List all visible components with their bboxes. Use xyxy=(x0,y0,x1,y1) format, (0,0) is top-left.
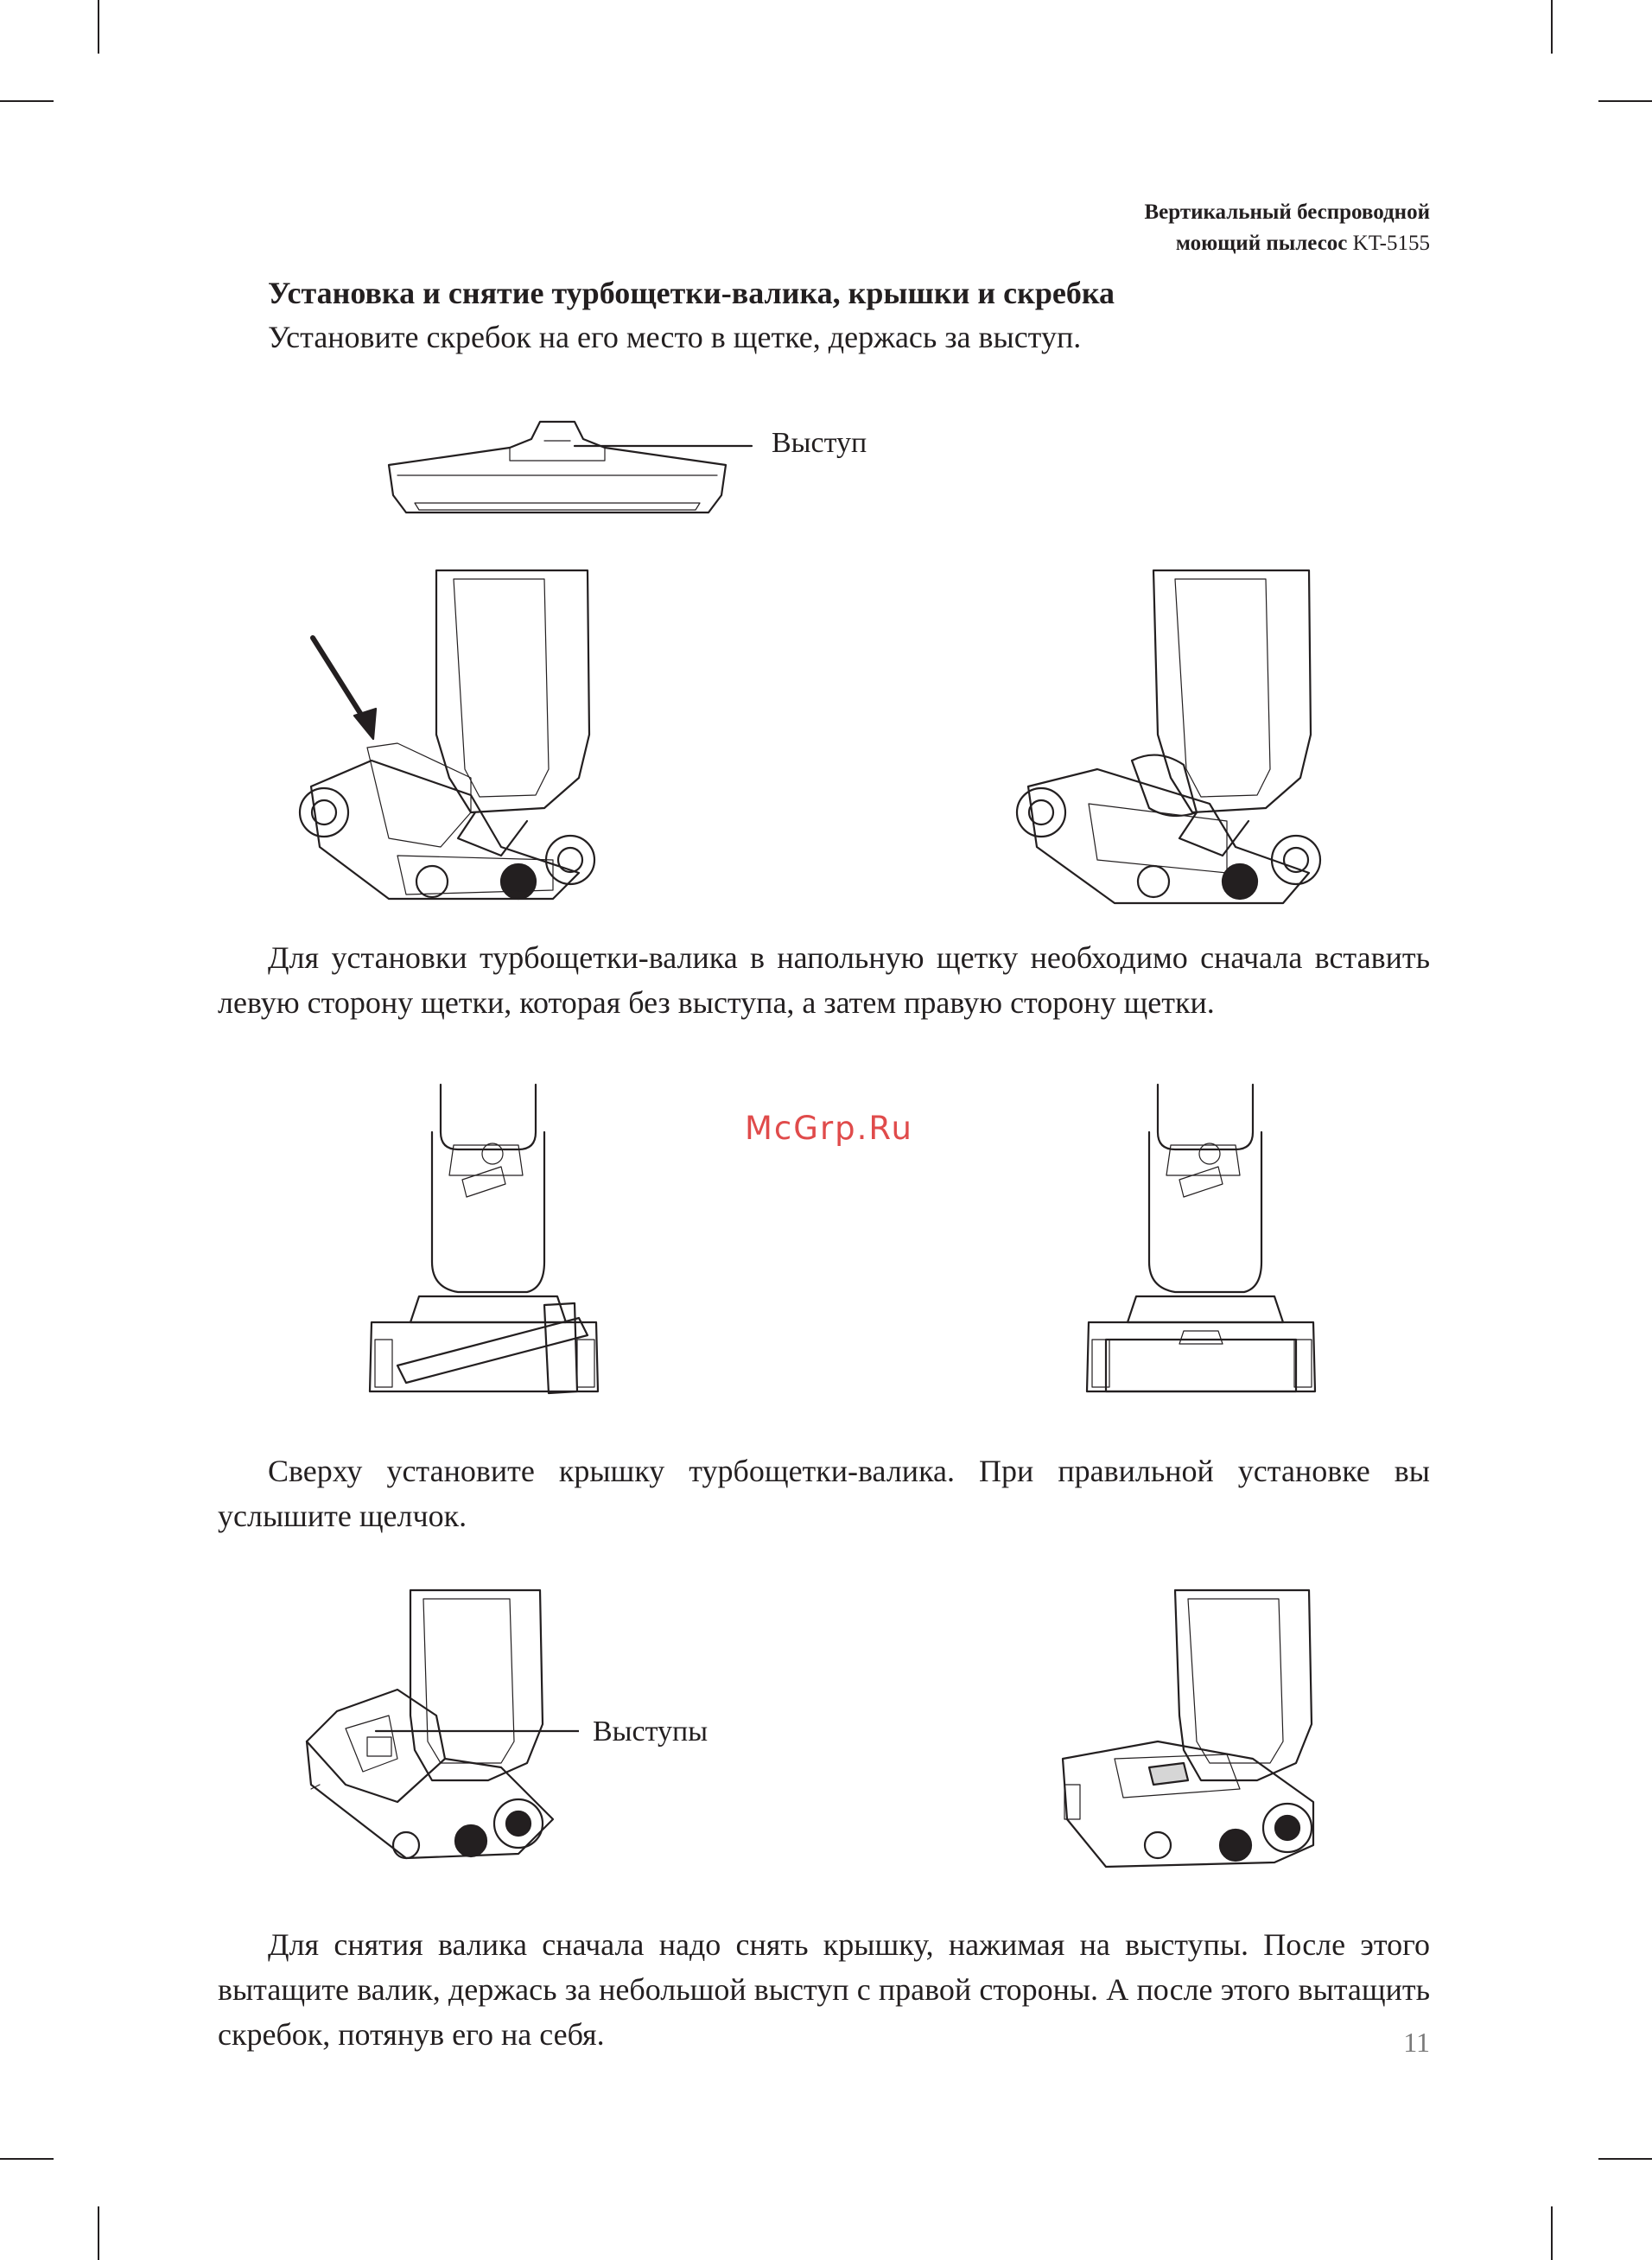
scraper-illustration xyxy=(380,413,760,525)
roller-seated-front-illustration xyxy=(1080,1080,1331,1409)
header-line2-bold: моющий пылесос xyxy=(1175,232,1348,255)
page-number: 11 xyxy=(1403,2027,1430,2058)
cover-protrusions-illustration xyxy=(294,1586,579,1880)
roller-angled-front-illustration xyxy=(363,1080,613,1409)
header-model: KT-5155 xyxy=(1347,232,1430,255)
intro-paragraph: Установите скребок на его место в щетке, держась за выступ. xyxy=(268,320,1082,354)
crop-mark xyxy=(98,2206,99,2260)
roller-install-paragraph: Для установки турбощетки-валика в напольную щетку необходимо сначала вставить левую сторону щетки, которая без выступа, а затем правую сторону щетки. xyxy=(218,940,1430,1020)
crop-mark xyxy=(0,100,54,102)
removal-paragraph: Для снятия валика сначала надо снять крышку, нажимая на выступы. После этого вытащите валик, держась за небольшой выступ с правой стороны. А после этого вытащить скребок, потянув его на себя. xyxy=(218,1927,1430,2052)
watermark: McGrp.Ru xyxy=(745,1110,913,1147)
crop-mark xyxy=(1598,100,1652,102)
roller-insert-arrow-illustration xyxy=(294,562,605,916)
protrusions-label: Выступы xyxy=(593,1716,708,1748)
protrusion-label: Выступ xyxy=(772,427,867,459)
crop-mark xyxy=(98,0,99,54)
running-header xyxy=(1144,197,1430,259)
roller-installed-illustration xyxy=(1011,562,1331,916)
header-line1: Вертикальный беспроводной xyxy=(1144,201,1430,224)
crop-mark xyxy=(1551,0,1553,54)
crop-mark xyxy=(0,2158,54,2160)
cover-install-paragraph: Сверху установите крышку турбощетки-валика. При правильной установке вы услышите щелчок. xyxy=(218,1454,1430,1533)
crop-mark xyxy=(1598,2158,1652,2160)
section-heading: Установка и снятие турбощетки-валика, крышки и скребка xyxy=(268,276,1115,310)
crop-mark xyxy=(1551,2206,1553,2260)
cover-installed-illustration xyxy=(1054,1586,1339,1880)
